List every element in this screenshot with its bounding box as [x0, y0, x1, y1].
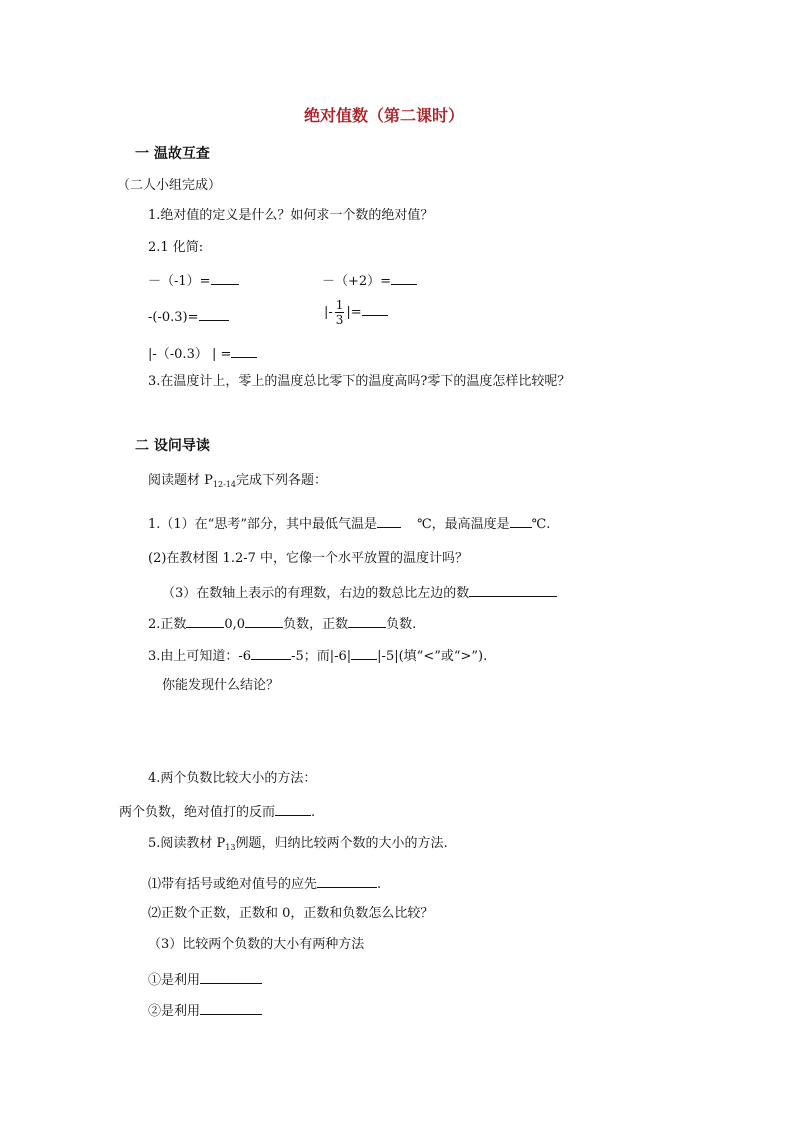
item-3-text-c: |-5|(填“<”或“>”).	[377, 649, 488, 664]
answer-blank[interactable]	[469, 582, 557, 597]
page-range: 12-14	[212, 480, 236, 489]
method-2	[148, 1000, 262, 1021]
answer-blank[interactable]	[200, 969, 262, 984]
group-note: （二人小组完成）	[117, 178, 222, 193]
expression-e	[148, 343, 257, 364]
fraction	[335, 298, 345, 327]
reading-instruction-text: 阅读题材 P	[148, 473, 213, 488]
question-3: 3.在温度计上，零上的温度总比零下的温度高吗?零下的温度怎样比较呢？	[148, 374, 571, 389]
item-5-1	[148, 873, 381, 894]
item-2-text-d: 负数.	[386, 617, 417, 632]
question-1: 1.绝对值的定义是什么？如何求一个数的绝对值？	[148, 208, 434, 223]
answer-blank[interactable]	[351, 645, 377, 660]
reading-instruction-suffix: 完成下列各题：	[235, 473, 327, 488]
expression-d-suffix: |=	[346, 305, 362, 320]
item-3-text-b: -5；而|-6|	[291, 649, 352, 664]
expression-e-text: |-（-0.3） | =	[148, 347, 232, 362]
item-1-1-text-a: 1.（1）在“思考”部分，其中最低气温是	[148, 517, 377, 532]
item-1-3-text: （3）在数轴上表示的有理数，右边的数总比左边的数	[162, 586, 470, 601]
reading-instruction	[148, 472, 327, 494]
item-3-question: 你能发现什么结论？	[162, 678, 280, 693]
answer-blank[interactable]	[186, 613, 224, 628]
fraction-numerator: 1	[335, 298, 344, 312]
answer-blank[interactable]	[245, 613, 283, 628]
item-5-1-end: .	[377, 877, 382, 892]
section-heading-guided-reading: 二 设问导读	[135, 438, 210, 454]
item-1-1	[148, 513, 550, 534]
item-4-answer-text: 两个负数，绝对值打的反而	[119, 805, 276, 820]
item-2	[148, 613, 416, 634]
item-4: 4.两个负数比较大小的方法：	[148, 771, 317, 786]
item-5	[148, 835, 448, 857]
item-3	[148, 645, 487, 666]
answer-blank[interactable]	[275, 801, 311, 816]
method-1	[148, 969, 262, 990]
answer-blank[interactable]	[348, 613, 386, 628]
item-5-2: ⑵正数个正数，正数和 0，正数和负数怎么比较？	[148, 906, 434, 921]
question-2: 2.1 化简:	[148, 240, 204, 255]
expression-b	[322, 270, 417, 291]
answer-blank[interactable]	[391, 270, 417, 285]
answer-blank[interactable]	[317, 873, 377, 888]
expression-c-text: -(-0.3)=	[148, 310, 199, 325]
expression-b-text: －（+2）=	[322, 274, 392, 289]
answer-blank[interactable]	[362, 301, 388, 316]
item-3-text-a: 3.由上可知道：-6	[148, 649, 252, 664]
expression-d	[324, 296, 388, 330]
page-title: 绝对值数（第二课时）	[304, 106, 465, 125]
method-2-text: ②是利用	[148, 1004, 201, 1019]
expression-c	[148, 306, 229, 327]
fraction-denominator: 3	[335, 313, 344, 327]
item-1-2: (2)在教材图 1.2-7 中，它像一个水平放置的温度计吗？	[148, 551, 469, 566]
item-4-answer-end: .	[311, 805, 316, 820]
expression-a	[148, 270, 239, 291]
item-2-text-b: 0,0	[224, 617, 246, 632]
expression-a-text: －（-1）=	[148, 274, 211, 289]
answer-blank[interactable]	[377, 513, 401, 528]
item-5-suffix: 例题，归纳比较两个数的大小的方法.	[235, 836, 448, 851]
item-2-text-a: 2.正数	[148, 617, 187, 632]
answer-blank[interactable]	[510, 513, 532, 528]
item-1-1-text-c: ℃.	[531, 517, 551, 532]
answer-blank[interactable]	[199, 306, 229, 321]
item-4-answer	[119, 801, 315, 822]
answer-blank[interactable]	[231, 343, 257, 358]
answer-blank[interactable]	[251, 645, 291, 660]
item-5-1-text: ⑴带有括号或绝对值号的应先	[148, 877, 318, 892]
item-1-3	[162, 582, 557, 603]
item-1-1-text-b: ℃，最高温度是	[417, 517, 510, 532]
expression-d-prefix: |-	[324, 305, 333, 320]
answer-blank[interactable]	[211, 270, 239, 285]
page-number: 13	[225, 843, 236, 852]
item-5-3: （3）比较两个负数的大小有两种方法	[148, 937, 365, 952]
item-5-text: 5.阅读教材 P	[148, 836, 226, 851]
item-2-text-c: 负数，正数	[283, 617, 349, 632]
method-1-text: ①是利用	[148, 973, 201, 988]
section-heading-review: 一 温故互查	[135, 146, 210, 162]
answer-blank[interactable]	[200, 1000, 262, 1015]
